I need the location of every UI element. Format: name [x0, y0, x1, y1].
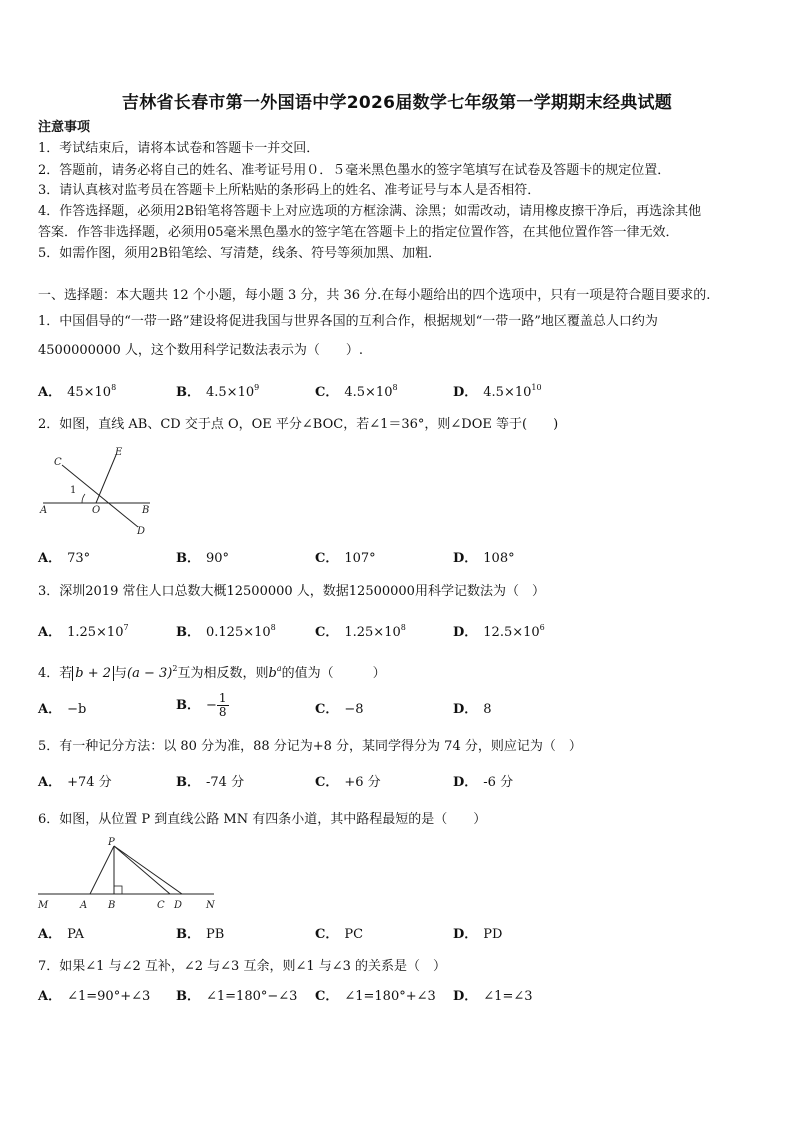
q1-text: 1．中国倡导的“一带一路”建设将促进我国与世界各国的互利合作，根据规划“一带一路”地区覆盖总人口约为 [38, 314, 658, 329]
option-b[interactable]: B． -74 分 [176, 775, 245, 790]
notice-item: 2．答题前，请务必将自己的姓名、准考证号用０．５毫米黑色墨水的签字笔填写在试卷及答题卡的规定位置． [38, 163, 671, 178]
option-d[interactable]: D． 8 [453, 702, 492, 717]
q4-text: 4．若 b + 2 与$(a - 3)^2$互为相反数，则$b^a$的值为（ ） [38, 664, 386, 681]
option-a[interactable]: A． PA [38, 927, 85, 942]
notice-item: 答案．作答非选择题，必须用05毫米黑色墨水的签字笔在答题卡上的指定位置作答，在其他位置作答一律无效． [38, 225, 679, 240]
fraction: $\frac{1}{8}$ [218, 691, 227, 719]
option-a[interactable]: A． −b [38, 702, 87, 717]
notice-item: 5．如需作图，须用2B铅笔绘、写清楚，线条、符号等须加黑、加粗． [38, 246, 442, 261]
option-c[interactable]: C． PC [315, 927, 364, 942]
option-c[interactable]: C． ∠1=180°+∠3 [315, 989, 436, 1004]
option-d[interactable]: D． PD [453, 927, 503, 942]
label-d: D [174, 900, 183, 911]
q2-text: 2．如图，直线 AB、CD 交于点 O，OE 平分∠BOC，若∠1＝36°，则∠DOE 等于( ) [38, 417, 559, 432]
option-a[interactable]: A． 73° [38, 551, 91, 566]
ray-oe [96, 455, 116, 503]
option-b[interactable]: B． − $\frac{1}{8}$ [176, 691, 227, 719]
q5-text: 5．有一种记分方法：以 80 分为准，88 分记为+8 分，某同学得分为 74 分，则应记为（ ） [38, 739, 582, 754]
label-o: O [92, 505, 101, 516]
angle-arc [82, 494, 85, 503]
option-d[interactable]: D． ∠1=∠3 [453, 989, 533, 1004]
notice-heading: 注意事项 [38, 120, 91, 135]
q2-figure [38, 445, 168, 537]
q7-text: 7．如果∠1 与∠2 互补，∠2 与∠3 互余，则∠1 与∠3 的关系是（ ） [38, 959, 447, 974]
notice-item: 3．请认真核对监考员在答题卡上所粘贴的条形码上的姓名、准考证号与本人是否相符． [38, 183, 541, 198]
section-heading: 一、选择题：本大题共 12 个小题，每小题 3 分，共 36 分.在每小题给出的四个选项中，只有一项是符合题目要求的. [38, 288, 711, 303]
option-d[interactable]: D． $12.5\times 10^6$ [453, 623, 545, 640]
option-c[interactable]: C． +6 分 [315, 775, 381, 790]
label-m: M [38, 900, 49, 911]
label-a: A [40, 505, 48, 516]
option-b[interactable]: B． PB [176, 927, 225, 942]
option-a[interactable]: A． $45\times 10^8$ [38, 383, 117, 400]
page-title: 吉林省长春市第一外国语中学2026届数学七年级第一学期期末经典试题 [121, 93, 673, 113]
path-pd [114, 846, 182, 894]
option-d[interactable]: D． -6 分 [453, 775, 514, 790]
q3-text: 3．深圳2019 常住人口总数大概12500000 人，数据12500000用科学记数法为（ ） [38, 584, 545, 599]
option-c[interactable]: C． $4.5\times 10^8$ [315, 383, 398, 400]
label-p: P [108, 837, 115, 848]
label-angle-1: 1 [70, 485, 77, 496]
option-b[interactable]: B． $4.5\times 10^9$ [176, 383, 260, 400]
option-b[interactable]: B． ∠1=180°−∠3 [176, 989, 298, 1004]
path-pa [90, 846, 114, 894]
label-a: A [80, 900, 88, 911]
option-d[interactable]: D． 108° [453, 551, 515, 566]
option-a[interactable]: A． +74 分 [38, 775, 112, 790]
right-angle-mark [114, 886, 122, 894]
q6-figure [34, 836, 220, 914]
option-c[interactable]: C． $1.25\times 10^8$ [315, 623, 406, 640]
notice-item: 4．作答选择题，必须用2B铅笔将答题卡上对应选项的方框涂满、涂黑；如需改动，请用橡皮擦干净后，再选涂其他 [38, 204, 702, 219]
q6-text: 6．如图，从位置 P 到直线公路 MN 有四条小道，其中路程最短的是（ ） [38, 812, 487, 827]
option-a[interactable]: A． $1.25\times 10^7$ [38, 623, 129, 640]
option-b[interactable]: B． $0.125\times 10^8$ [176, 623, 276, 640]
notice-item: 1．考试结束后，请将本试卷和答题卡一并交回． [38, 141, 320, 156]
option-a[interactable]: A． ∠1=90°+∠3 [38, 989, 151, 1004]
option-d[interactable]: D． $4.5\times 10^{10}$ [453, 383, 542, 400]
option-c[interactable]: C． 107° [315, 551, 376, 566]
q1-text: 4500000000 人，这个数用科学记数法表示为（ ）. [38, 343, 363, 358]
option-b[interactable]: B． 90° [176, 551, 230, 566]
label-b: B [142, 505, 150, 516]
label-e: E [115, 447, 123, 458]
label-c: C [54, 457, 62, 468]
label-c: C [157, 900, 165, 911]
path-pc [114, 846, 170, 894]
abs-expression: b + 2 [72, 666, 114, 681]
label-n: N [206, 900, 215, 911]
label-b: B [108, 900, 116, 911]
line-cd [62, 465, 138, 527]
label-d: D [137, 526, 146, 537]
option-c[interactable]: C． −8 [315, 702, 364, 717]
